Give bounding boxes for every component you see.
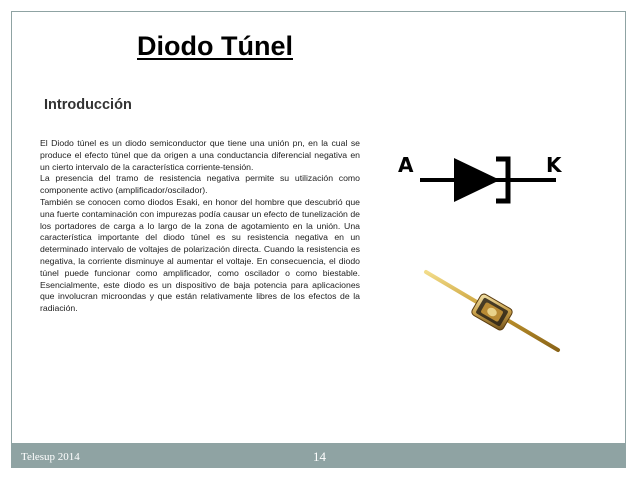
body-text xyxy=(40,138,360,315)
paragraph-negative-resistance: La presencia del tramo de resistencia negativa permite su utilización como componente activo (amplificador/oscilador). xyxy=(40,173,360,196)
page-number: 14 xyxy=(313,449,326,464)
diode-anode-triangle xyxy=(454,158,500,202)
tunnel-diode-symbol-icon xyxy=(396,150,576,210)
anode-label: A xyxy=(398,153,414,177)
cathode-label: K xyxy=(546,153,562,177)
footer-label: Telesup 2014 xyxy=(21,451,80,463)
diode-body xyxy=(470,293,513,332)
slide-title: Diodo Túnel xyxy=(137,31,293,61)
paragraph-esaki: También se conocen como diodos Esaki, en honor del hombre que descubrió que una fuerte contaminación con impurezas podía causar un efecto de tunelización de los portadores de carga a lo largo de la zona de agotamiento en la unión. Una característica importante del diodo túnel es su resistencia negativa en un determinado intervalo de voltajes de polarización directa. Cuando la resistencia es negativa, la corriente disminuye al aumentar el voltaje. En consecuencia, el diodo túnel puede funcionar como amplificador, como oscilador o como biestable. Esencialmente, este diodo es un dispositivo de baja potencia para aplicaciones que involucran microondas y que están relativamente libres de los efectos de la radiación. xyxy=(40,196,360,314)
paragraph-definition: El Diodo túnel es un diodo semiconductor que tiene una unión pn, en la cual se produce el efecto túnel que da origen a una conductancia diferencial negativa en un cierto intervalo de la característica corriente-tensión. xyxy=(40,138,360,172)
slide-subtitle: Introducción xyxy=(44,97,132,113)
tunnel-diode-photo-icon xyxy=(422,264,562,354)
